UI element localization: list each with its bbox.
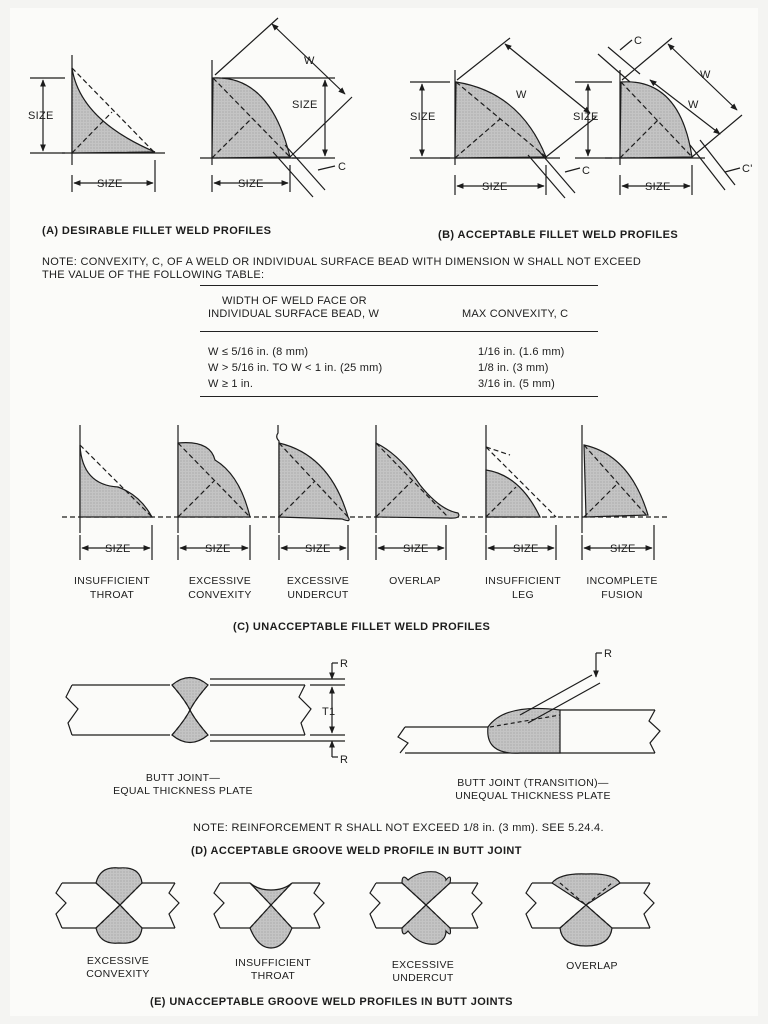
row-c-value: 3/16 in. (5 mm): [478, 378, 555, 390]
d1-joint-label-line1: BUTT JOINT—: [145, 772, 221, 784]
c5-insufficient-leg-profile: [486, 425, 556, 560]
e4-overlap-profile: [526, 874, 654, 946]
d1-equal-thickness-joint: [66, 663, 345, 757]
table-row: [208, 378, 598, 394]
e2-label-line2: THROAT: [250, 970, 296, 982]
convexity-table-body: [200, 332, 598, 397]
c2-label: [175, 574, 265, 602]
e3-label-line2: UNDERCUT: [392, 972, 454, 984]
d2-joint-label: [423, 777, 643, 803]
c4-label-line1: OVERLAP: [389, 575, 441, 587]
header-width-of-weld-face: [208, 295, 379, 321]
c4-overlap-profile: [376, 425, 459, 560]
e1-label-line2: CONVEXITY: [86, 968, 150, 980]
section-e-drawings: [0, 868, 768, 958]
c6-label: [577, 574, 667, 602]
header-max-convexity: MAX CONVEXITY, C: [462, 308, 569, 320]
e3-label: [353, 959, 493, 985]
c5-label-line2: LEG: [512, 589, 534, 601]
table-row: [208, 346, 598, 362]
row-w-value: W > 5/16 in. TO W < 1 in. (25 mm): [208, 362, 383, 374]
c1-size-label: SIZE: [105, 543, 131, 555]
e3-label-line1: EXCESSIVE: [391, 959, 455, 971]
c2-size-label: SIZE: [205, 543, 231, 555]
convexity-table: [200, 285, 598, 397]
b2-c-prime-label: C': [742, 163, 753, 175]
d2-unequal-thickness-joint: [398, 653, 660, 753]
e1-label: [48, 955, 188, 981]
c2-label-line2: CONVEXITY: [188, 589, 252, 601]
d1-r-bottom-label: R: [340, 754, 349, 766]
b1-c-label: C: [582, 165, 591, 177]
a2-weld-profile: [200, 18, 352, 197]
convexity-table-header: [200, 285, 598, 332]
e2-label: [203, 957, 343, 983]
c3-label: [273, 574, 363, 602]
c6-label-line2: FUSION: [601, 589, 643, 601]
e4-label: [522, 960, 662, 973]
d2-joint-label-line1: BUTT JOINT (TRANSITION)—: [457, 777, 609, 789]
b2-c-top-label: C: [634, 35, 643, 47]
section-e-caption: (E) UNACCEPTABLE GROOVE WELD PROFILES IN BUTT JOINTS: [150, 996, 513, 1008]
e1-label-line1: EXCESSIVE: [86, 955, 150, 967]
e3-excessive-undercut-profile: [370, 872, 482, 945]
c3-label-line1: EXCESSIVE: [286, 575, 350, 587]
convexity-note-line2: THE VALUE OF THE FOLLOWING TABLE:: [42, 269, 265, 281]
b2-weld-profile: [575, 38, 742, 195]
a1-size-horizontal-label: SIZE: [97, 178, 123, 190]
row-c-value: 1/16 in. (1.6 mm): [478, 346, 565, 358]
header-w-line1: WIDTH OF WELD FACE OR: [222, 295, 367, 307]
c1-label: [67, 574, 157, 602]
b1-w-label: W: [516, 89, 527, 101]
b2-size-vertical-label: SIZE: [573, 111, 599, 123]
c1-label-line2: THROAT: [89, 589, 135, 601]
row-c-value: 1/8 in. (3 mm): [478, 362, 549, 374]
e2-label-line1: INSUFFICIENT: [235, 957, 311, 969]
b1-size-vertical-label: SIZE: [410, 111, 436, 123]
c3-excessive-undercut-profile: [277, 425, 349, 560]
d2-r-label: R: [604, 648, 613, 660]
d1-joint-label-line2: EQUAL THICKNESS PLATE: [113, 785, 253, 797]
b2-size-horizontal-label: SIZE: [645, 181, 671, 193]
c4-size-label: SIZE: [403, 543, 429, 555]
c5-label-line1: INSUFFICIENT: [485, 575, 561, 587]
d1-r-top-label: R: [340, 658, 349, 670]
b1-size-horizontal-label: SIZE: [482, 181, 508, 193]
e2-insufficient-throat-profile: [214, 883, 324, 948]
b1-weld-profile: [410, 38, 596, 198]
d1-t1-label: T1: [322, 706, 336, 718]
section-c-caption: (C) UNACCEPTABLE FILLET WELD PROFILES: [233, 621, 491, 633]
d1-joint-label: [113, 772, 253, 798]
a1-weld-profile: [30, 55, 165, 192]
c3-label-line2: UNDERCUT: [287, 589, 349, 601]
c2-label-line1: EXCESSIVE: [188, 575, 252, 587]
e4-label-line1: OVERLAP: [566, 960, 618, 972]
a1-size-vertical-label: SIZE: [28, 110, 54, 122]
reinforcement-note: NOTE: REINFORCEMENT R SHALL NOT EXCEED 1/8 in. (3 mm). SEE 5.24.4.: [193, 822, 604, 834]
c1-insufficient-throat-profile: [80, 425, 152, 560]
section-a-b-drawings: [0, 0, 768, 240]
c2-excessive-convexity-profile: [178, 425, 250, 560]
a2-c-label: C: [338, 161, 347, 173]
convexity-note: [42, 256, 641, 282]
convexity-note-line1: NOTE: CONVEXITY, C, OF A WELD OR INDIVIDUAL SURFACE BEAD WITH DIMENSION W SHALL NOT EXCEED: [42, 256, 642, 268]
a2-w-label: W: [304, 55, 315, 67]
header-w-line2: INDIVIDUAL SURFACE BEAD, W: [208, 308, 380, 320]
c6-incomplete-fusion-profile: [582, 425, 654, 560]
row-w-value: W ≥ 1 in.: [208, 378, 254, 390]
c5-label: [478, 574, 568, 602]
c4-label: [370, 574, 460, 588]
a2-size-vertical-label: SIZE: [292, 99, 318, 111]
c5-size-label: SIZE: [513, 543, 539, 555]
table-row: [208, 362, 598, 378]
c6-size-label: SIZE: [610, 543, 636, 555]
b2-w-inner-label: W: [688, 99, 699, 111]
c3-size-label: SIZE: [305, 543, 331, 555]
row-w-value: W ≤ 5/16 in. (8 mm): [208, 346, 309, 358]
d2-joint-label-line2: UNEQUAL THICKNESS PLATE: [455, 790, 611, 802]
c6-label-line1: INCOMPLETE: [586, 575, 658, 587]
b2-w-outer-label: W: [700, 69, 711, 81]
e1-excessive-convexity-profile: [56, 868, 179, 943]
c1-label-line1: INSUFFICIENT: [74, 575, 150, 587]
section-a-caption: (A) DESIRABLE FILLET WELD PROFILES: [42, 225, 272, 237]
a2-size-horizontal-label: SIZE: [238, 178, 264, 190]
section-b-caption: (B) ACCEPTABLE FILLET WELD PROFILES: [438, 229, 679, 241]
section-d-caption: (D) ACCEPTABLE GROOVE WELD PROFILE IN BUTT JOINT: [191, 845, 522, 857]
